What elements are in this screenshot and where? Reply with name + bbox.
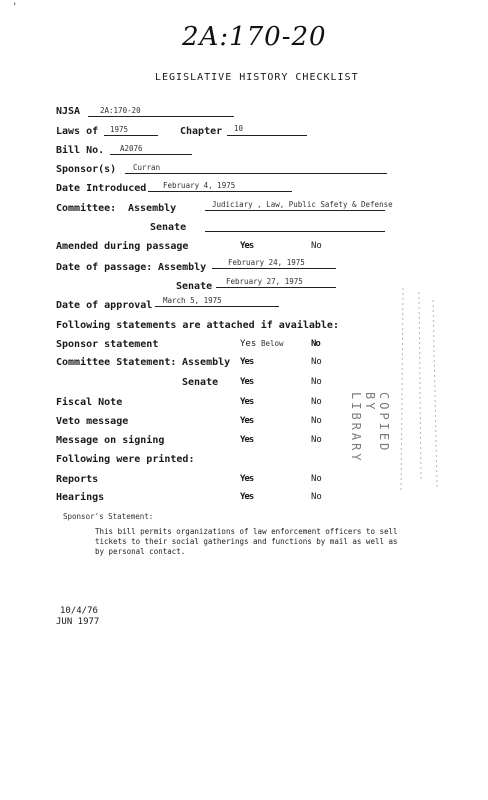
- committee-label: Committee:: [56, 203, 117, 214]
- approval-underline: [155, 306, 279, 307]
- hearings-no: No: [311, 492, 322, 502]
- passage-assembly-label: Assembly: [158, 262, 207, 273]
- sponsor-statement-label: Sponsor statement: [56, 339, 159, 350]
- chapter-value: 10: [234, 124, 244, 133]
- footer-date: 10/4/76: [60, 606, 98, 616]
- date-introduced-value: February 4, 1975: [163, 181, 236, 190]
- sponsor-label: Sponsor(s): [56, 164, 117, 175]
- chapter-underline: [227, 135, 307, 136]
- date-passage-label: Date of passage:: [56, 262, 153, 273]
- committee-assembly-label: Assembly: [128, 203, 177, 214]
- stray-mark: ': [12, 2, 18, 12]
- njsa-value: 2A:170-20: [100, 106, 141, 115]
- sponsors-statement-line-1: This bill permits organizations of law enforcement officers to sell: [95, 527, 398, 536]
- committee-assembly-value: Judiciary , Law, Public Safety & Defense: [212, 200, 393, 209]
- njsa-underline: [88, 116, 234, 117]
- amended-no: No: [311, 241, 322, 251]
- date-introduced-label: Date Introduced: [56, 183, 147, 194]
- message-signing-label: Message on signing: [56, 435, 165, 446]
- chapter-label: Chapter: [180, 126, 223, 137]
- approval-value: March 5, 1975: [163, 296, 222, 305]
- amended-yes-struck: Yes: [240, 241, 254, 251]
- fiscal-note-no: No: [311, 397, 322, 407]
- passage-senate-value: February 27, 1975: [226, 277, 303, 286]
- library-stamp: [349, 282, 465, 502]
- laws-of-value: 1975: [110, 125, 129, 134]
- veto-message-yes-struck: Yes: [240, 416, 254, 426]
- cs-assembly-label: Assembly: [182, 357, 231, 368]
- fiscal-note-label: Fiscal Note: [56, 397, 123, 408]
- cs-senate-yes-struck: Yes: [240, 377, 254, 387]
- sponsor-statement-note: Below: [261, 339, 284, 348]
- cs-senate-no: No: [311, 377, 322, 387]
- passage-senate-label: Senate: [176, 281, 213, 292]
- approval-label: Date of approval: [56, 300, 153, 311]
- hearings-label: Hearings: [56, 492, 105, 503]
- passage-assembly-underline: [212, 268, 336, 269]
- date-introduced-underline: [148, 191, 292, 192]
- sponsors-statement-line-3: by personal contact.: [95, 547, 186, 556]
- cs-assembly-no: No: [311, 357, 322, 367]
- printed-heading: Following were printed:: [56, 454, 195, 465]
- bill-no-label: Bill No.: [56, 145, 105, 156]
- message-signing-yes-struck: Yes: [240, 435, 254, 445]
- reports-yes-struck: Yes: [240, 474, 254, 484]
- sponsor-statement-yes: Yes: [240, 339, 257, 349]
- cs-senate-label: Senate: [182, 377, 219, 388]
- passage-assembly-value: February 24, 1975: [228, 258, 305, 267]
- committee-statement-label: Committee Statement:: [56, 357, 177, 368]
- sponsor-underline: [125, 173, 387, 174]
- bill-no-underline: [110, 154, 192, 155]
- njsa-label: NJSA: [56, 106, 81, 117]
- amended-label: Amended during passage: [56, 241, 189, 252]
- passage-senate-underline: [216, 287, 336, 288]
- reports-no: No: [311, 474, 322, 484]
- bill-no-value: A2076: [120, 144, 143, 153]
- stamp-text: COPIED BY LIBRARY: [349, 392, 391, 464]
- sponsor-value: Curran: [133, 163, 161, 172]
- statements-heading: Following statements are attached if available:: [56, 320, 339, 331]
- veto-message-no: No: [311, 416, 322, 426]
- sponsors-statement-heading: Sponsor's Statement:: [63, 512, 154, 521]
- sponsors-statement-line-2: tickets to their social gatherings and functions by mail as well as: [95, 537, 398, 546]
- reports-label: Reports: [56, 474, 99, 485]
- cs-assembly-yes-struck: Yes: [240, 357, 254, 367]
- stamp-noise: [385, 282, 465, 502]
- committee-assembly-underline: [205, 210, 385, 211]
- fiscal-note-yes-struck: Yes: [240, 397, 254, 407]
- handwritten-statute-number: 2A:170-20: [182, 22, 327, 52]
- hearings-yes-struck: Yes: [240, 492, 254, 502]
- sponsor-statement-no-struck: No: [311, 339, 320, 349]
- page-title: LEGISLATIVE HISTORY CHECKLIST: [155, 72, 359, 83]
- message-signing-no: No: [311, 435, 322, 445]
- footer-stamp: JUN 1977: [56, 617, 100, 627]
- veto-message-label: Veto message: [56, 416, 129, 427]
- laws-of-label: Laws of: [56, 126, 99, 137]
- committee-senate-label: Senate: [150, 222, 187, 233]
- laws-of-underline: [104, 135, 158, 136]
- committee-senate-underline: [205, 231, 385, 232]
